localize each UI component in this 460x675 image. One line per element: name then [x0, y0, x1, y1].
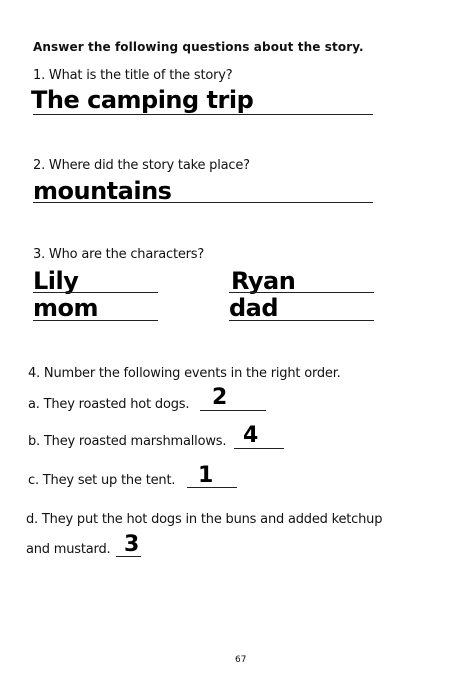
event-a-line: [200, 410, 266, 411]
character-3-line: [33, 320, 158, 321]
page-number: 67: [235, 655, 247, 665]
event-d-line-1: d. They put the hot dogs in the buns and added ketchup: [26, 512, 383, 527]
event-d-line: [116, 556, 141, 557]
event-a: a. They roasted hot dogs.: [28, 397, 190, 412]
event-b: b. They roasted marshmallows.: [28, 434, 227, 449]
question-4: 4. Number the following events in the right order.: [28, 366, 341, 381]
event-b-line: [234, 448, 284, 449]
answer-1-line: [33, 114, 373, 115]
character-4: dad: [229, 294, 279, 322]
character-4-line: [229, 320, 374, 321]
character-2: Ryan: [231, 267, 296, 295]
event-c-number: 1: [198, 463, 214, 488]
question-1: 1. What is the title of the story?: [33, 68, 233, 83]
character-2-line: [229, 292, 374, 293]
character-3: mom: [33, 294, 99, 322]
instructions-heading: Answer the following questions about the story.: [33, 40, 364, 54]
answer-1: The camping trip: [31, 86, 254, 114]
character-1: Lily: [33, 267, 79, 295]
character-1-line: [33, 292, 158, 293]
question-2: 2. Where did the story take place?: [33, 158, 250, 173]
event-d-number: 3: [124, 532, 140, 557]
answer-2: mountains: [33, 177, 172, 205]
question-3: 3. Who are the characters?: [33, 247, 205, 262]
event-a-number: 2: [212, 385, 228, 410]
event-d-line-2: and mustard.: [26, 542, 111, 557]
event-b-number: 4: [243, 423, 259, 448]
event-c: c. They set up the tent.: [28, 473, 176, 488]
answer-2-line: [33, 202, 373, 203]
event-c-line: [187, 487, 237, 488]
